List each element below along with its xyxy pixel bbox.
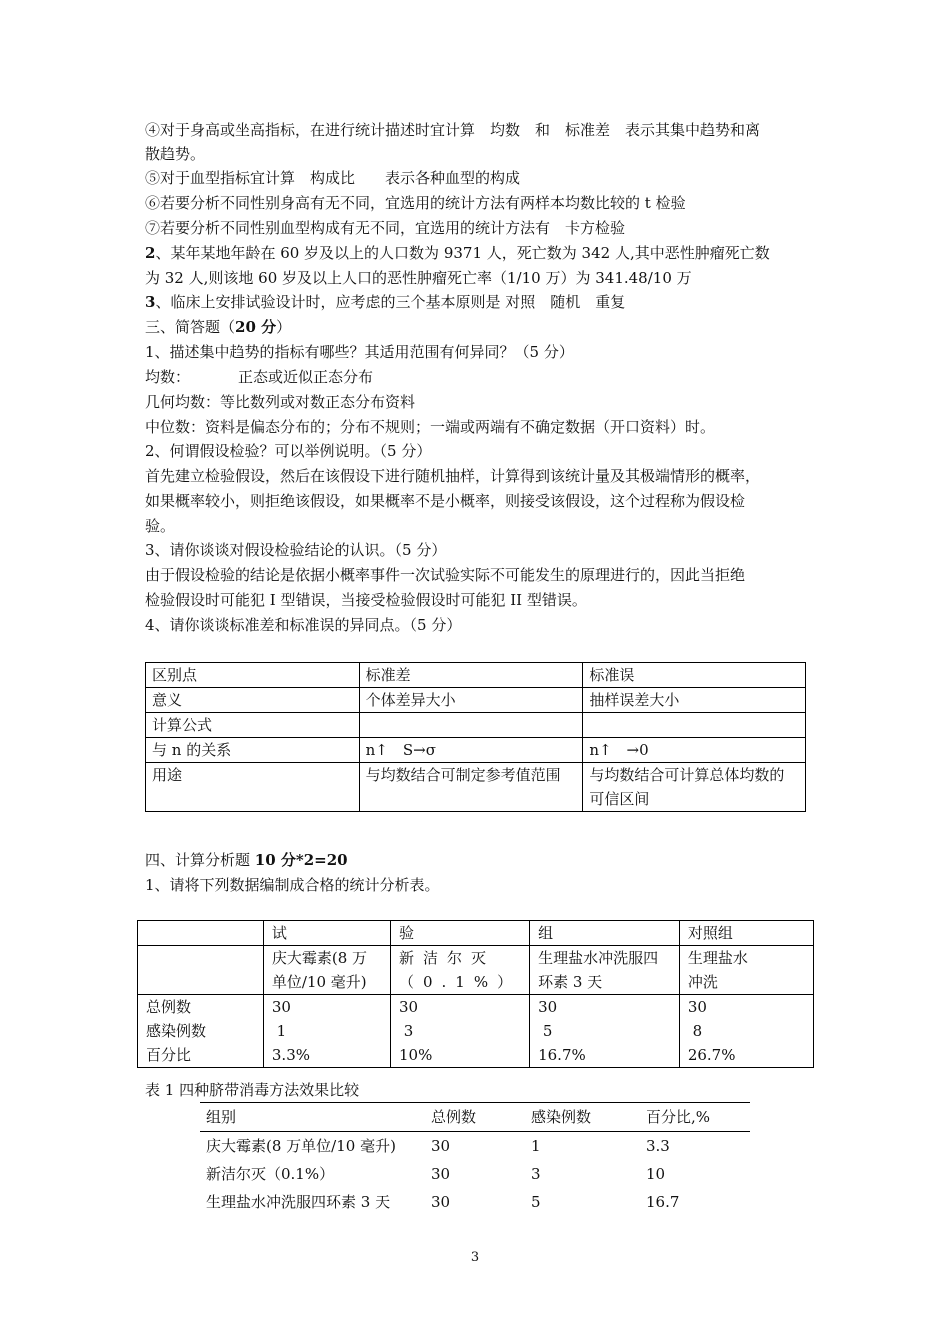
table-row — [200, 1132, 750, 1161]
table-cell: 新洁尔灭（0.1%） — [206, 1165, 335, 1183]
answer-line: 如果概率较小，则拒绝该假设，如果概率不是小概率，则接受该假设，这个过程称为假设检 — [145, 492, 746, 510]
text-line — [145, 241, 770, 265]
table-cell: 计算公式 — [146, 713, 360, 738]
table-cell: 30 — [431, 1137, 451, 1155]
table-cell: 10% — [391, 1043, 530, 1068]
text-line: 为 32 人,则该地 60 岁及以上人口的恶性肿瘤死亡率（1/10 万）为 341.48/10 万 — [145, 269, 692, 287]
table-row — [146, 763, 806, 812]
table-caption: 表 1 四种脐带消毒方法效果比较 — [145, 1081, 360, 1099]
table-cell: 总例数 — [425, 1103, 525, 1132]
table-cell: 组 — [530, 921, 680, 946]
table-cell: 8 — [679, 1019, 813, 1043]
text-line: 散趋势。 — [145, 145, 206, 163]
table-cell: 标准误 — [583, 663, 806, 688]
table-cell: 百分比,% — [640, 1103, 750, 1132]
table-cell: 庆大霉素(8 万单位/10 毫升) — [206, 1137, 396, 1155]
table-cell: 生理盐水冲洗服四环素 3 天 — [530, 946, 680, 995]
table-cell: 30 — [530, 995, 680, 1020]
text-line: ⑤对于血型指标宜计算 构成比 表示各种血型的构成 — [145, 169, 521, 187]
table-cell: 16.7 — [646, 1193, 680, 1211]
heading-text: 四、计算分析题 — [145, 851, 255, 869]
table-row — [138, 1019, 814, 1043]
table-cell: 1 — [531, 1137, 541, 1155]
table-cell: 3.3 — [646, 1137, 670, 1155]
table-header-row — [200, 1103, 750, 1132]
table-row — [200, 1188, 750, 1216]
table-cell: n↑ →0 — [583, 738, 806, 763]
answer-line: 由于假设检验的结论是依据小概率事件一次试验实际不可能发生的原理进行的，因此当拒绝 — [145, 566, 746, 584]
answer-line: 几何均数：等比数列或对数正态分布资料 — [145, 393, 416, 411]
line-text: 、临床上安排试验设计时，应考虑的三个基本原则是 对照 随机 重复 — [155, 293, 626, 311]
item-number: 3 — [145, 293, 156, 311]
table-cell: 验 — [391, 921, 530, 946]
answer-label: 均数： — [145, 368, 191, 386]
statistical-table — [200, 1102, 750, 1216]
table-cell: 3 — [391, 1019, 530, 1043]
table-cell: 5 — [530, 1019, 680, 1043]
table-cell: 30 — [263, 995, 390, 1020]
answer-line: 中位数：资料是偏态分布的；分布不规则；一端或两端有不确定数据（开口资料）时。 — [145, 418, 716, 436]
line-text: 、某年某地年龄在 60 岁及以上的人口数为 9371 人，死亡数为 342 人,其中恶性肿瘤死亡数 — [155, 244, 770, 262]
table-cell: 对照组 — [679, 921, 813, 946]
table-row — [200, 1160, 750, 1188]
heading-score: 10 分*2=20 — [254, 851, 348, 869]
heading-paren: ） — [276, 318, 292, 336]
table-cell: 区别点 — [146, 663, 360, 688]
table-cell: 16.7% — [530, 1043, 680, 1068]
answer-text: 正态或近似正态分布 — [238, 368, 374, 386]
heading-score: 20 分 — [235, 318, 277, 336]
table-cell: 与均数结合可制定参考值范围 — [359, 763, 583, 812]
text-line: ⑥若要分析不同性别身高有无不同，宜选用的统计方法有两样本均数比较的 t 检验 — [145, 194, 686, 212]
table-cell: 与均数结合可计算总体均数的可信区间 — [583, 763, 806, 812]
text-line — [145, 290, 625, 314]
item-number: 2 — [145, 244, 156, 262]
table-cell — [583, 713, 806, 738]
table-cell — [138, 921, 264, 946]
question-line: 2、何谓假设检验？可以举例说明。（5 分） — [145, 442, 432, 460]
table-cell: 与 n 的关系 — [146, 738, 360, 763]
section-heading — [145, 315, 291, 339]
table-cell: 3 — [531, 1165, 541, 1183]
answer-line — [145, 365, 373, 389]
table-cell: 5 — [531, 1193, 541, 1211]
table-cell: 30 — [391, 995, 530, 1020]
heading-text: 三、简答题（ — [145, 318, 236, 336]
table-cell: 组别 — [200, 1103, 425, 1132]
table-cell: 10 — [646, 1165, 666, 1183]
table-cell: 意义 — [146, 688, 360, 713]
question-line: 1、请将下列数据编制成合格的统计分析表。 — [145, 876, 440, 894]
section-heading — [145, 848, 348, 872]
table-cell: 抽样误差大小 — [583, 688, 806, 713]
table-row — [146, 713, 806, 738]
table-cell: 感染例数 — [525, 1103, 640, 1132]
table-row — [146, 738, 806, 763]
table-cell: 标准差 — [359, 663, 583, 688]
table-cell: 生理盐水冲洗 — [679, 946, 813, 995]
table-header-row — [138, 921, 814, 946]
table-cell: 新洁尔灭（0.1%） — [391, 946, 530, 995]
table-cell: 试 — [263, 921, 390, 946]
table-cell: 30 — [431, 1193, 451, 1211]
answer-line: 检验假设时可能犯 I 型错误，当接受检验假设时可能犯 II 型错误。 — [145, 591, 587, 609]
table-cell: 个体差异大小 — [359, 688, 583, 713]
table-cell: 生理盐水冲洗服四环素 3 天 — [206, 1193, 391, 1211]
table-cell: 26.7% — [679, 1043, 813, 1068]
text-line: ⑦若要分析不同性别血型构成有无不同，宜选用的统计方法有 卡方检验 — [145, 219, 626, 237]
table-cell: 30 — [431, 1165, 451, 1183]
table-cell: 百分比 — [138, 1043, 264, 1068]
table-cell: 1 — [263, 1019, 390, 1043]
table-cell — [138, 946, 264, 995]
table-cell: 用途 — [146, 763, 360, 812]
table-row — [138, 995, 814, 1020]
table-cell: n↑ S→σ — [359, 738, 583, 763]
raw-data-table — [137, 920, 814, 1068]
answer-line: 验。 — [145, 517, 176, 535]
answer-line: 首先建立检验假设，然后在该假设下进行随机抽样，计算得到该统计量及其极端情形的概率， — [145, 467, 761, 485]
table-cell: 总例数 — [138, 995, 264, 1020]
table-header-row — [138, 946, 814, 995]
page-number: 3 — [470, 1250, 480, 1265]
table-cell: 感染例数 — [138, 1019, 264, 1043]
table-cell: 3.3% — [263, 1043, 390, 1068]
text-line: ④对于身高或坐高指标，在进行统计描述时宜计算 均数 和 标准差 表示其集中趋势和离 — [145, 121, 761, 139]
table-row — [146, 663, 806, 688]
table-cell — [359, 713, 583, 738]
table-row — [146, 688, 806, 713]
table-cell: 庆大霉素(8 万单位/10 毫升) — [263, 946, 390, 995]
comparison-table — [145, 662, 806, 812]
table-row — [138, 1043, 814, 1068]
question-line: 4、请你谈谈标准差和标准误的异同点。（5 分） — [145, 616, 462, 634]
question-line: 3、请你谈谈对假设检验结论的认识。（5 分） — [145, 541, 447, 559]
question-line: 1、描述集中趋势的指标有哪些？其适用范围有何异同？（5 分） — [145, 343, 574, 361]
table-cell: 30 — [679, 995, 813, 1020]
